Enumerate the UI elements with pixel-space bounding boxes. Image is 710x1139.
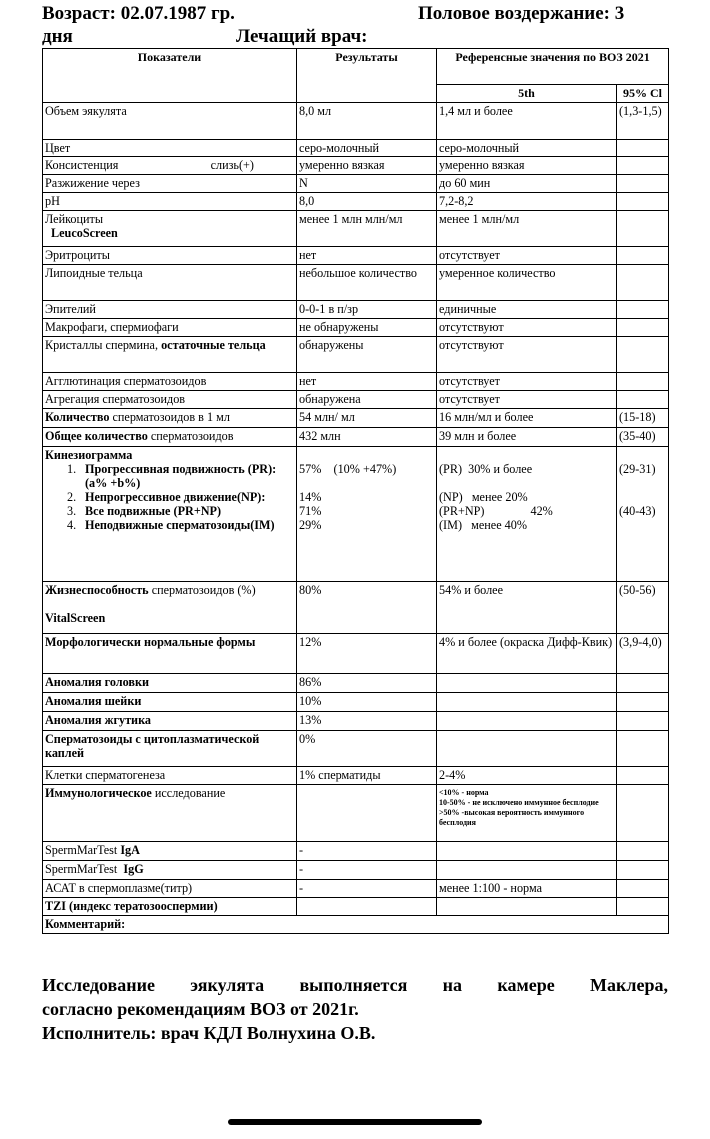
- row-ci: (35-40): [617, 428, 669, 447]
- col-results-header: Результаты: [297, 49, 437, 103]
- table-row: [43, 391, 669, 409]
- row-name: Объем эякулята: [43, 103, 297, 140]
- row-result: 0-0-1 в п/зр: [297, 301, 437, 319]
- row-name: Эритроциты: [43, 247, 297, 265]
- kinesiogram-num-3: 3.: [67, 504, 77, 518]
- count-label-bold: Количество: [45, 410, 110, 424]
- kinesiogram-ci-2: (40-43): [619, 504, 656, 518]
- row-ref: единичные: [437, 301, 617, 319]
- row-name: АСАТ в спермоплазме(титр): [43, 880, 297, 898]
- row-result: небольшое количество: [297, 265, 437, 301]
- kinesiogram-title: Кинезиограмма: [45, 448, 133, 462]
- immunology-label-bold: Иммунологическое: [45, 786, 152, 800]
- home-indicator[interactable]: [228, 1119, 482, 1125]
- immunology-label: исследование: [154, 786, 226, 800]
- row-ci: [617, 140, 669, 157]
- row-ref: [437, 731, 617, 767]
- row-ref: 2-4%: [437, 767, 617, 785]
- iga-label-bold: IgA: [120, 843, 140, 857]
- table-row: [43, 247, 669, 265]
- doctor-line: Лечащий врач:: [236, 26, 368, 47]
- table-row: [43, 301, 669, 319]
- table-row: [43, 731, 669, 767]
- col-reference-header: Референсные значения по ВОЗ 2021: [437, 49, 669, 85]
- row-ref: 4% и более (окраска Дифф-Квик): [437, 634, 617, 674]
- row-ci: [617, 175, 669, 193]
- row-result: 12%: [297, 634, 437, 674]
- total-label: сперматозоидов: [150, 429, 234, 443]
- crystals-label: Кристаллы спермина,: [45, 338, 159, 352]
- kinesiogram-cell: [43, 447, 297, 582]
- row-name: Клетки сперматогенеза: [43, 767, 297, 785]
- table-row: [43, 175, 669, 193]
- row-name: Разжижение через: [43, 175, 297, 193]
- row-ci: [617, 898, 669, 916]
- row-ci: [617, 674, 669, 693]
- kinesiogram-row: [43, 447, 669, 582]
- row-ci: (1,3-1,5): [617, 103, 669, 140]
- row-result: 8,0 мл: [297, 103, 437, 140]
- row-ci: [617, 193, 669, 211]
- row-ci: [617, 880, 669, 898]
- row-ci: (15-18): [617, 409, 669, 428]
- row-name: Эпителий: [43, 301, 297, 319]
- residual-bodies-label: остаточные тельца: [161, 338, 266, 352]
- row-name: [43, 337, 297, 373]
- row-result: 10%: [297, 693, 437, 712]
- row-result: умеренно вязкая: [297, 157, 437, 175]
- row-ci: [617, 842, 669, 861]
- table-row: [43, 319, 669, 337]
- row-ref: умеренное количество: [437, 265, 617, 301]
- row-ci: [617, 157, 669, 175]
- row-ref: отсутствуют: [437, 337, 617, 373]
- table-header-row: [43, 49, 669, 85]
- row-ref: [437, 785, 617, 842]
- row-name: Аномалия шейки: [43, 693, 297, 712]
- row-result: 80%: [297, 582, 437, 634]
- row-result: 1% сперматиды: [297, 767, 437, 785]
- row-result: обнаружены: [297, 337, 437, 373]
- table-row: [43, 373, 669, 391]
- row-ref: умеренно вязкая: [437, 157, 617, 175]
- row-ref: менее 1:100 - норма: [437, 880, 617, 898]
- row-result: 432 млн: [297, 428, 437, 447]
- row-ref: [437, 898, 617, 916]
- total-label-bold: Общее количество: [45, 429, 148, 443]
- kinesiogram-item-1-sub: (a% +b%): [85, 476, 141, 490]
- table-row: [43, 767, 669, 785]
- row-ref: 16 млн/мл и более: [437, 409, 617, 428]
- row-ci: [617, 373, 669, 391]
- footer-line-3: Исполнитель: врач КДЛ Волнухина О.В.: [42, 1023, 376, 1043]
- table-row: [43, 193, 669, 211]
- kinesiogram-res-3: 29%: [299, 518, 322, 532]
- table-row: [43, 582, 669, 634]
- kinesiogram-item-3: Все подвижные (PR+NP): [85, 504, 222, 518]
- row-ci: (3,9-4,0): [617, 634, 669, 674]
- row-name: pH: [43, 193, 297, 211]
- row-ci: [617, 693, 669, 712]
- table-row: [43, 842, 669, 861]
- row-name: [43, 409, 297, 428]
- row-ref: [437, 712, 617, 731]
- table-row: [43, 880, 669, 898]
- table-row: [43, 898, 669, 916]
- row-name: Агрегация сперматозоидов: [43, 391, 297, 409]
- row-name: [43, 428, 297, 447]
- row-name: [43, 211, 297, 247]
- row-ci: [617, 337, 669, 373]
- col-indicator-header: Показатели: [43, 49, 297, 103]
- row-name: Аномалия головки: [43, 674, 297, 693]
- row-name: Аномалия жгутика: [43, 712, 297, 731]
- results-table: [42, 48, 669, 934]
- row-ref: 39 млн и более: [437, 428, 617, 447]
- kinesiogram-res-1-detail: (10% +47%): [333, 462, 397, 476]
- row-result: 8,0: [297, 193, 437, 211]
- table-row: [43, 157, 669, 175]
- row-ref: [437, 842, 617, 861]
- row-name: Макрофаги, спермиофаги: [43, 319, 297, 337]
- row-ci: [617, 712, 669, 731]
- count-label: сперматозоидов в 1 мл: [112, 410, 230, 424]
- table-row: [43, 861, 669, 880]
- table-row: [43, 337, 669, 373]
- row-result: 0%: [297, 731, 437, 767]
- row-result: [297, 898, 437, 916]
- leucoscreen-label: LeucoScreen: [51, 226, 118, 240]
- row-result: обнаружена: [297, 391, 437, 409]
- row-ref: [437, 861, 617, 880]
- table-row: [43, 211, 669, 247]
- immunology-ref-2: 10-50% - не исключено иммунное бесплодие: [439, 798, 599, 807]
- consistency-label: Консистенция: [45, 158, 119, 172]
- comments-label: Комментарий:: [43, 916, 669, 934]
- row-result: серо-молочный: [297, 140, 437, 157]
- kinesiogram-res-sub: 14%: [299, 490, 322, 504]
- viability-label-bold: Жизнеспособность: [45, 583, 149, 597]
- kinesiogram-num-4: 4.: [67, 518, 77, 532]
- row-ci: [617, 731, 669, 767]
- row-name: Морфологически нормальные формы: [43, 634, 297, 674]
- row-ci: [617, 391, 669, 409]
- row-result: 13%: [297, 712, 437, 731]
- row-ci: [617, 301, 669, 319]
- row-ci: [617, 265, 669, 301]
- row-result: N: [297, 175, 437, 193]
- kinesiogram-ref-3-value: 42%: [530, 504, 553, 518]
- kinesiogram-results: [297, 447, 437, 582]
- row-ref: [437, 674, 617, 693]
- row-ref: отсутствует: [437, 373, 617, 391]
- table-row: [43, 409, 669, 428]
- row-ref: отсутствуют: [437, 319, 617, 337]
- row-name: [43, 842, 297, 861]
- row-name: Агглютинация сперматозоидов: [43, 373, 297, 391]
- row-result: менее 1 млн млн/мл: [297, 211, 437, 247]
- row-ref: до 60 мин: [437, 175, 617, 193]
- row-result: -: [297, 880, 437, 898]
- table-row: [43, 693, 669, 712]
- kinesiogram-num-2: 2.: [67, 490, 77, 504]
- table-row: [43, 103, 669, 140]
- col-5th-header: 5th: [437, 85, 617, 103]
- row-ci: [617, 861, 669, 880]
- footer-line-2: согласно рекомендациям ВОЗ от 2021г.: [42, 999, 359, 1019]
- row-result: нет: [297, 247, 437, 265]
- row-ref: [437, 693, 617, 712]
- row-ci: [617, 785, 669, 842]
- table-row: [43, 428, 669, 447]
- row-name: [43, 157, 297, 175]
- kinesiogram-num-1: 1.: [67, 462, 77, 476]
- immunology-ref-1: <10% - норма: [439, 788, 489, 797]
- kinesiogram-item-1: Прогрессивная подвижность (PR):: [85, 462, 277, 476]
- kinesiogram-item-4: Неподвижные сперматозоиды(IM): [85, 518, 275, 532]
- leukocytes-label: Лейкоциты: [45, 212, 104, 226]
- row-ref: 7,2-8,2: [437, 193, 617, 211]
- row-ref: менее 1 млн/мл: [437, 211, 617, 247]
- kinesiogram-refs: [437, 447, 617, 582]
- iga-label: SpermMarTest: [45, 843, 118, 857]
- kinesiogram-ref-4: (IM) менее 40%: [439, 518, 528, 532]
- abstinence-line: Половое воздержание: 3: [418, 3, 625, 24]
- row-name: Липоидные тельца: [43, 265, 297, 301]
- row-ref: 54% и более: [437, 582, 617, 634]
- table-row: [43, 712, 669, 731]
- row-result: -: [297, 861, 437, 880]
- abstinence-days: дня: [42, 26, 73, 47]
- igg-label: SpermMarTest: [45, 862, 118, 876]
- igg-label-bold: IgG: [123, 862, 144, 876]
- row-ref: серо-молочный: [437, 140, 617, 157]
- table-row: [43, 785, 669, 842]
- kinesiogram-ref-3-label: (PR+NP): [439, 504, 485, 518]
- row-name: [43, 861, 297, 880]
- col-ci-header: 95% Cl: [617, 85, 669, 103]
- immunology-ref-3: >50% -высокая вероятность иммунного бесплодия: [439, 808, 585, 827]
- row-ci: [617, 319, 669, 337]
- kinesiogram-ci: [617, 447, 669, 582]
- table-row: [43, 140, 669, 157]
- row-result: нет: [297, 373, 437, 391]
- row-result: 86%: [297, 674, 437, 693]
- row-ref: отсутствует: [437, 247, 617, 265]
- row-result: [297, 785, 437, 842]
- row-result: не обнаружены: [297, 319, 437, 337]
- row-ci: [617, 247, 669, 265]
- age-line: Возраст: 02.07.1987 гр.: [42, 3, 235, 24]
- row-name: Цвет: [43, 140, 297, 157]
- row-name: [43, 582, 297, 634]
- comments-row: [43, 916, 669, 934]
- table-row: [43, 674, 669, 693]
- row-name: Сперматозоиды с цитоплазматической каплей: [43, 731, 297, 767]
- footer-line-1: Исследование эякулята выполняется на камере Маклера,: [42, 975, 668, 995]
- row-ref: 1,4 мл и более: [437, 103, 617, 140]
- kinesiogram-ref-1: (PR) 30% и более: [439, 462, 533, 476]
- kinesiogram-res-1: 57%: [299, 462, 322, 476]
- table-row: [43, 634, 669, 674]
- kinesiogram-ci-1: (29-31): [619, 462, 656, 476]
- row-ci: (50-56): [617, 582, 669, 634]
- row-name: TZI (индекс тератозооспермии): [43, 898, 297, 916]
- vitalscreen-label: VitalScreen: [45, 611, 106, 625]
- table-row: [43, 265, 669, 301]
- kinesiogram-item-2: Непрогрессивное движение(NP):: [85, 490, 266, 504]
- viability-label: сперматозоидов (%): [151, 583, 256, 597]
- row-result: -: [297, 842, 437, 861]
- row-result: 54 млн/ мл: [297, 409, 437, 428]
- row-ci: [617, 767, 669, 785]
- consistency-extra: слизь(+): [210, 158, 254, 172]
- kinesiogram-ref-2: (NP) менее 20%: [439, 490, 528, 504]
- row-ref: отсутствует: [437, 391, 617, 409]
- row-ci: [617, 211, 669, 247]
- kinesiogram-res-2: 71%: [299, 504, 322, 518]
- row-name: [43, 785, 297, 842]
